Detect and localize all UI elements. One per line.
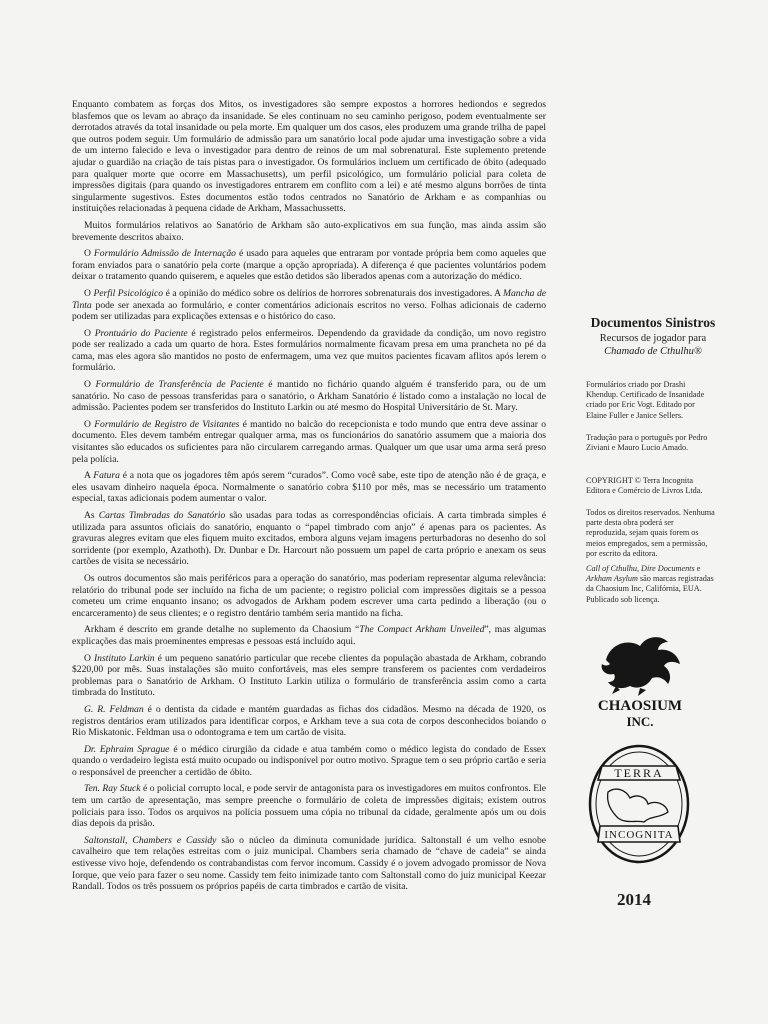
body-paragraph bbox=[72, 704, 546, 739]
sidebar-subtitle-line2: Chamado de Cthulhu® bbox=[604, 346, 702, 357]
text-run: são usadas para todas as correspondências oficiais. A carta timbrada simples é utilizada para assuntos oficiais do sanatório, enquanto o “papel timbrado com anjo” é apenas para os pacientes. As gravuras alegres evitam que eles fiquem muito excitados, embora alguns vejam imagens perturbadoras no desenho do sol sorridente (por exemplo, Azathoth). Dr. Dunbar e Dr. Harcourt não possuem um papel de carta próprio e anexam os seus cartões de visita se necessário. bbox=[72, 510, 546, 568]
text-run: ”, mas algumas explicações das mais proeminentes empresas e pessoas está incluído aqui. bbox=[72, 624, 546, 647]
italic-term: Formulário de Registro de Visitantes bbox=[94, 418, 240, 430]
trademark-rest: são marcas registradas da Chaosium Inc, Califórnia, EUA. Publicado sob licença. bbox=[586, 574, 714, 604]
italic-term: Ten. Ray Stuck bbox=[84, 783, 141, 795]
italic-term: Fatura bbox=[93, 470, 120, 482]
trademark-titles: Call of Cthulhu, Dire Documents bbox=[586, 564, 695, 573]
italic-term: G. R. Feldman bbox=[84, 703, 144, 715]
copyright-text: COPYRIGHT © Terra Incognita Editora e Comércio de Livros Ltda. bbox=[586, 476, 703, 496]
text-run: O bbox=[84, 418, 95, 430]
italic-term: Dr. Ephraim Sprague bbox=[84, 743, 170, 755]
terra-text: TERRA bbox=[614, 766, 664, 780]
chaosium-logo bbox=[588, 630, 693, 730]
text-run: é mantido no fichário quando alguém é transferido para, ou de um sanatório. No caso de pessoas transferidas para o sanatório, o Arkham Sanatório é listado como a instalação no local de admissão. Pacientes podem ser transferidos do Instituto Larkin ou até mesmo do Hospital Universitário de St. Mary. bbox=[72, 379, 547, 414]
translation-text: Tradução para o português por Pedro Ziviani e Mauro Lucio Amado. bbox=[586, 433, 708, 453]
body-paragraph bbox=[72, 573, 546, 619]
text-run: O bbox=[84, 287, 94, 299]
italic-term: Cartas Timbradas do Sanatório bbox=[98, 510, 226, 521]
text-run: Enquanto combatem as forças dos Mitos, os investigadores são sempre expostos a horrores hediondos e segredos blasfemos que os levam ao abraço da insanidade. Se eles continuam no seu caminho perigoso, podem eventualmente ser derrotados através da total insanidade ou pela morte. Em qualquer um dos casos, eles produzem uma grande trilha de papel que outros podem seguir. Um formulário de admissão para um sanatório local pode ajudar uma investigação sobre a vida de um interno falecido e leva o investigador para dentro de reinos de um mal sobrenatural. Este suplemento pretende ajudar o guardião na criação de tais pistas para o investigador. Os formulários incluem um certificado de óbito (adequado para qualquer morte que ocorre em Massachusetts), um perfil psicológico, um formulário policial para coleta de impressões digitais (para quando os investigadores entrarem em conflito com a lei) e até mesmo alguns borrões de tinta singularmente sugestivos. Estes documentos estão todos centrados no Sanatório de Arkham e as companhias ou instituições relacionadas à pequena cidade de Arkham, Massachussetts. bbox=[72, 99, 546, 215]
body-paragraph bbox=[72, 379, 546, 414]
publication-year: 2014 bbox=[617, 890, 651, 909]
body-paragraph bbox=[72, 220, 546, 243]
text-run: é a nota que os jogadores têm após serem “curados”. Como você sabe, este tipo de atenção não é de graça, e eles usavam dinheiro naquela época. Normalmente o sanatório cobra $110 por mês, mas se necessário um tratamento especial, taxas adicionais podem aumentar o valor. bbox=[72, 470, 546, 505]
text-run: Muitos formulários relativos ao Sanatório de Arkham são auto-explicativos em sua função, mas ainda assim são brevemente descritos abaixo. bbox=[72, 219, 546, 243]
body-paragraph bbox=[72, 624, 546, 647]
italic-term: Mancha de Tinta bbox=[72, 287, 547, 311]
main-text-column bbox=[72, 99, 546, 898]
text-run: é usado para aqueles que entraram por vontade própria bem como aqueles que foram enviados para o sanatório pela corte (marque a opção apropriada). A diferença é que pacientes voluntários podem deixar o tratamento quando quiserem, e aqueles que estão detidos são liberados apenas com a autorização do médico. bbox=[72, 248, 546, 283]
body-paragraph bbox=[72, 99, 546, 215]
text-run: As bbox=[84, 510, 99, 521]
text-run: é um pequeno sanatório particular que recebe clientes da população abastada de Arkham, cobrando $220,00 por mês. Suas instalações são muito confortáveis, mas eles sempre transferem os pacientes com verdadeiros problemas para o Sanatório de Arkham. O Instituto Larkin utiliza o formulário de transferência assim como a carta timbrada do Instituto. bbox=[72, 652, 546, 699]
incognita-text: INCOGNITA bbox=[604, 829, 674, 841]
body-paragraph bbox=[72, 470, 546, 505]
trademark-asylum: Arkham Asylum bbox=[586, 574, 638, 584]
text-run: é o dentista da cidade e mantém guardadas as fichas dos cidadãos. Mesmo na década de 1920, os registros dentários eram utilizados para identificar corpos, e Arkham teve a sua cota de corpos desconhecidos boiando o Rio Miskatonic. Feldman usa o odontograma e tem um cartão de visita. bbox=[72, 703, 546, 739]
trademark-text bbox=[586, 564, 716, 605]
text-run: O bbox=[84, 248, 94, 260]
italic-term: Formulário de Transferência de Paciente bbox=[95, 379, 264, 391]
text-run: é mantido no balcão do recepcionista e todo mundo que entra deve assinar o documento. Eles devem também entregar qualquer arma, mas os funcionários do sanatório assumem que a maioria dos visitantes são educados os suficientes para não circularem carregando armas. Qualquer um que usar uma arma será preso pela polícia. bbox=[72, 418, 546, 465]
globe-icon bbox=[586, 742, 692, 866]
chaosium-inc: INC. bbox=[626, 714, 654, 729]
rights-text: Todos os direitos reservados. Nenhuma parte desta obra poderá ser reproduzida, sejam quais forem os meios empregados, sem a permissão, por escrito da editora. bbox=[586, 508, 715, 558]
text-run: é a opinião do médico sobre os delírios de horrores sobrenaturais dos investigadores. A bbox=[163, 287, 504, 299]
italic-term: Prontuário do Paciente bbox=[94, 327, 188, 339]
body-paragraph bbox=[72, 328, 546, 374]
body-paragraph bbox=[72, 744, 546, 779]
body-paragraph bbox=[72, 653, 546, 699]
text-run: Os outros documentos são mais periféricos para a operação do sanatório, mas poderiam representar alguma relevância: relatório do tribunal pode ser incluído na ficha de um paciente; o registro policial com impressões digitais se a pessoa cometeu um crime enquanto insano; os advogados de Arkham podem escrever uma carta pedindo a liberação (ou o encarceramento) de seus clientes; e o registro dentário também seria mantido na ficha. bbox=[72, 572, 546, 619]
body-paragraph bbox=[72, 783, 546, 829]
sidebar-title: Documentos Sinistros bbox=[590, 315, 716, 330]
body-paragraph bbox=[72, 419, 546, 465]
text-run: Arkham é descrito em grande detalhe no suplemento da Chaosium “ bbox=[84, 624, 360, 636]
text-run: são o núcleo da diminuta comunidade jurídica. Saltonstall é um velho esnobe cavalheiro que tem relações estreitas com o juiz municipal. Chambers seria chamado de “chave de cadeia” se ainda estivesse vivo hoje, defendendo os contrabandistas com fervor incomum. Cassidy é o jovem advogado promissor de Nova Iorque, que veio para fazer o seu nome. Cassidy tem feito inimizade tanto com Saltonstall como do juiz municipal Keezar Randall. Todos os três possuem os próprios papéis de carta timbrados e cartão de visita. bbox=[72, 834, 546, 893]
terra-incognita-logo bbox=[586, 742, 692, 866]
body-paragraph bbox=[72, 288, 546, 323]
body-paragraph bbox=[72, 510, 546, 568]
italic-term: Formulário Admissão de Internação bbox=[93, 248, 236, 260]
sidebar-subtitle bbox=[578, 332, 728, 358]
text-run: A bbox=[84, 470, 94, 482]
dragon-icon bbox=[588, 630, 693, 730]
text-run: O bbox=[84, 327, 95, 339]
body-paragraph bbox=[72, 835, 546, 893]
text-run: pode ser anexada ao formulário, e conter comentários adicionais escritos no verso. Folhas adicionais de caderno podem ser utilizadas para explicações extensas e o histórico do caso. bbox=[72, 299, 546, 323]
text-run: O bbox=[84, 379, 96, 391]
italic-term: Saltonstall, Chambers e Cassidy bbox=[84, 834, 217, 846]
text-run: é o policial corrupto local, e pode servir de antagonista para os investigadores em muitos confrontos. Ele tem um cartão de apresentação, mas sempre preenche o formulário de coleta de impressões digitais; existem outros policiais para isso. Todos os arquivos na polícia possuem uma cópia no tribunal da cidade, geralmente após um ou dois dias depois da prisão. bbox=[72, 783, 546, 830]
chaosium-name: CHAOSIUM bbox=[597, 698, 683, 714]
text-run: é registrado pelos enfermeiros. Dependendo da gravidade da condição, um novo registro pode ser realizado a cada um quarto de hora. Estes formulários normalmente ficavam presa em uma prancheta no pé da cama, mas eles agora são mantidos no posto de enfermagem, uma vez que muitos pacientes ficavam aflitos após lerem o formulário. bbox=[72, 327, 546, 374]
sidebar-subtitle-line1: Recursos de jogador para bbox=[599, 333, 707, 344]
credits-text: Formulários criado por Drashi Khendup. Certificado de Insanidade criado por Eric Vogt. Editado por Elaine Fuller e Janice Sellers. bbox=[586, 380, 705, 420]
body-paragraph bbox=[72, 248, 546, 283]
text-run: O bbox=[84, 652, 94, 664]
text-run: é o médico cirurgião da cidade e atua também como o médico legista do condado de Essex quando o verdadeiro legista está muito ocupado ou indisponível por outro motivo. Sprague tem o seu próprio cartão e seria o responsável de preencher a certidão de óbito. bbox=[72, 743, 546, 778]
trademark-and: e bbox=[694, 564, 701, 573]
italic-term: Instituto Larkin bbox=[93, 652, 155, 664]
italic-term: Perfil Psicológico bbox=[93, 287, 164, 299]
italic-term: The Compact Arkham Unveiled bbox=[359, 624, 485, 636]
